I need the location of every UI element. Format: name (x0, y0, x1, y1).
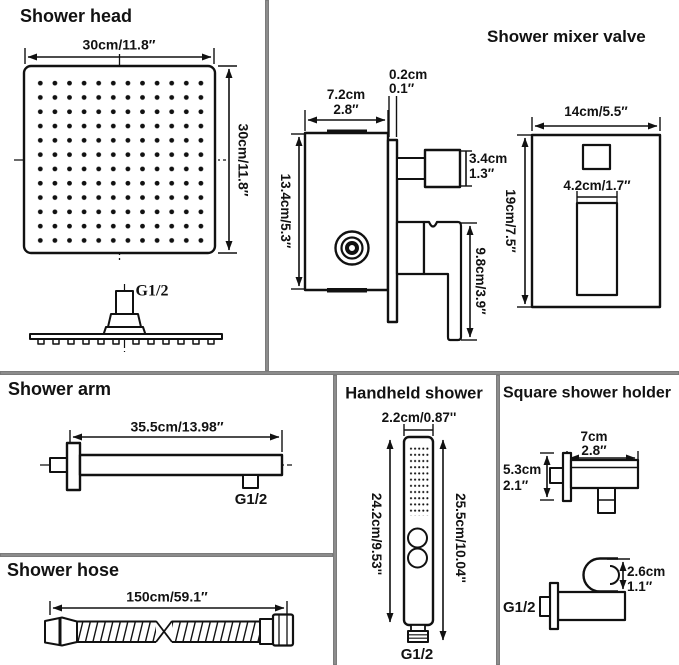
holder-clip-cm: 2.6cm (627, 563, 666, 579)
valve-body-width-in: 2.8″ (333, 101, 359, 117)
valve-trim-height-dim: 19cm/7.5″ (503, 189, 519, 253)
valve-plate-thickness-cm: 0.2cm (389, 66, 428, 82)
valve-handle-dim: 9.8cm/3.9″ (473, 247, 489, 315)
valve-body-height-dim: 13.4cm/5.3″ (278, 173, 294, 249)
holder-thread-label: G1/2 (503, 599, 536, 617)
shower-hose-title: Shower hose (7, 560, 120, 580)
shower-arm-thread-label: G1/2 (234, 491, 268, 509)
valve-knob-in: 1.3″ (469, 165, 495, 181)
shower-head-title: Shower head (20, 6, 133, 26)
divider-vertical-handheld (333, 375, 337, 665)
shower-head-width-dim: 30cm/11.8″ (82, 36, 156, 53)
holder-height-cm: 5.3cm (503, 461, 542, 477)
shower-head-height-dim: 30cm/11.8″ (235, 123, 252, 197)
divider-vertical-top (265, 0, 269, 371)
valve-body-width-cm: 7.2cm (326, 86, 366, 102)
shower-head-drawing (14, 48, 237, 352)
holder-height-in: 2.1″ (503, 477, 529, 493)
shower-hose-length-dim: 150cm/59.1″ (126, 588, 208, 605)
holder-title: Square shower holder (502, 384, 672, 402)
shower-holder-drawing (540, 451, 638, 629)
shower-arm-length-dim: 35.5cm/13.98″ (130, 418, 224, 435)
handheld-title: Handheld shower (345, 384, 483, 403)
handheld-body-height-dim: 24.2cm/9.53'' (369, 492, 385, 576)
valve-slot-width-dim: 4.2cm/1.7″ (563, 177, 631, 193)
divider-vertical-holder (496, 375, 500, 665)
shower-hose-drawing (45, 601, 293, 646)
holder-width-in: 2.8″ (581, 442, 607, 458)
valve-plate-thickness-in: 0.1″ (389, 80, 415, 96)
shower-head-thread-label: G1/2 (135, 282, 169, 300)
handheld-width-dim: 2.2cm/0.87'' (381, 409, 457, 425)
handheld-total-height-dim: 25.5cm/10.04'' (453, 493, 469, 583)
shower-arm-title: Shower arm (8, 379, 112, 399)
handheld-thread-label: G1/2 (400, 646, 434, 664)
divider-horizontal-hose (0, 553, 333, 557)
valve-knob-cm: 3.4cm (469, 150, 508, 166)
holder-width-cm: 7cm (580, 428, 608, 444)
valve-trim-width-dim: 14cm/5.5″ (564, 103, 628, 119)
holder-clip-in: 1.1″ (627, 578, 653, 594)
handheld-shower-drawing (390, 424, 443, 642)
shower-arm-drawing (40, 430, 292, 490)
divider-horizontal-main (0, 371, 679, 375)
mixer-valve-title: Shower mixer valve (487, 27, 646, 46)
